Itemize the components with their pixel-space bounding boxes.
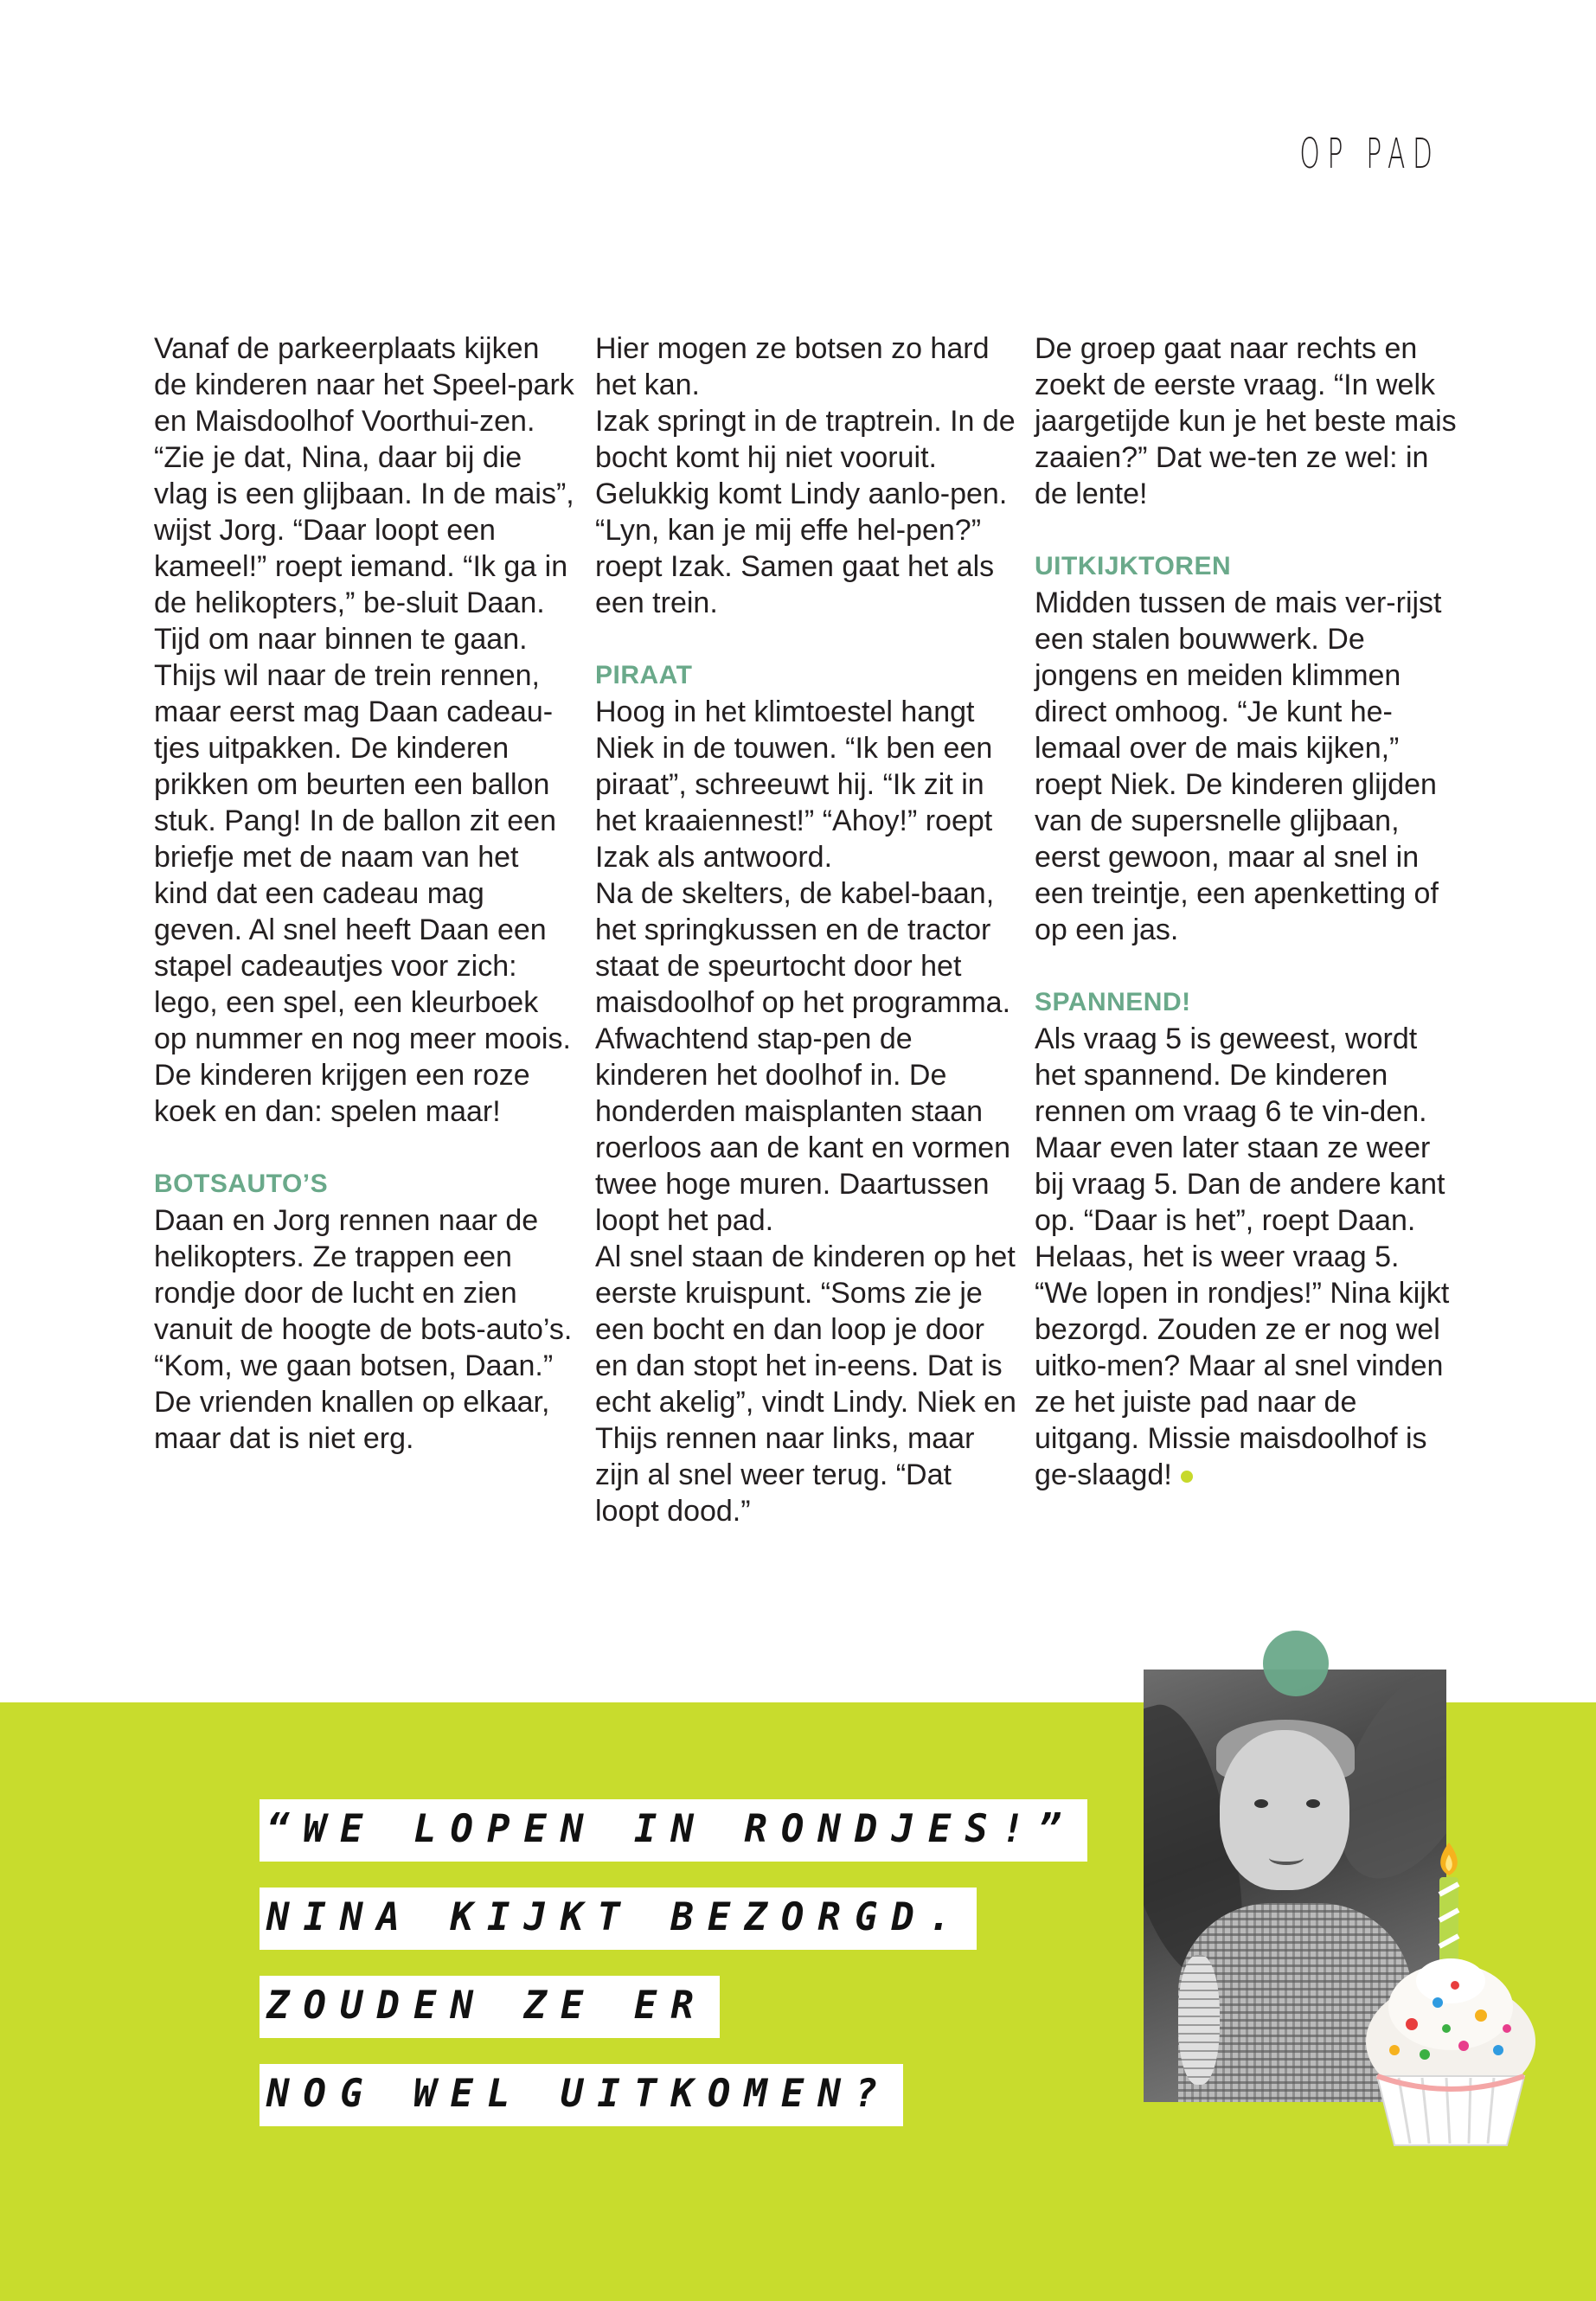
paragraph: Daan en Jorg rennen naar de helikopters. Ze trappen een rondje door de lucht en zien vanuit de hoogte de bots-auto’s. “Kom, we gaan botsen, Daan.” De vrienden knallen op elkaar, maar dat is niet erg. <box>154 1204 573 1455</box>
paragraph: De groep gaat naar rechts en zoekt de eerste vraag. “In welk jaargetijde kun je het beste mais zaaien?” Dat we-ten ze wel: in de lente! <box>1035 332 1457 510</box>
paragraph: Al snel staan de kinderen op het eerste kruispunt. “Soms zie je een bocht en dan loop je door en dan stopt het in-eens. Dat is echt akelig”, vindt Lindy. Niek en Thijs rennen naar links, maar zijn al snel weer terug. “Dat loopt dood.” <box>595 1240 1016 1528</box>
article-column-2 <box>595 330 1019 1529</box>
paragraph-final <box>1035 1021 1458 1493</box>
cupcake-icon <box>1360 1843 1542 2154</box>
corn-cob <box>1178 1955 1220 2085</box>
pull-quote-line: “WE LOPEN IN RONDJES!” <box>260 1799 1087 1862</box>
paragraph: Vanaf de parkeerplaats kijken de kinderen naar het Speel-park en Maisdoolhof Voorthui-zen. “Zie je dat, Nina, daar bij die vlag is een glijbaan. In de mais”, wijst Jorg. “Daar loopt een kameel!” roept iemand. “Ik ga in de helikopters,” be-sluit Daan. <box>154 332 574 619</box>
subheading-piraat: PIRAAT <box>595 661 693 689</box>
subheading-uitkijktoren: UITKIJKTOREN <box>1035 552 1232 580</box>
subheading-botsautos: BOTSAUTO’S <box>154 1170 329 1198</box>
subheading-spannend: SPANNEND! <box>1035 988 1191 1016</box>
paragraph: Izak springt in de traptrein. In de bocht komt hij niet vooruit. Gelukkig komt Lindy aanlo-pen. “Lyn, kan je mij effe hel-pen?” roept Izak. Samen gaat het als een trein. <box>595 405 1016 619</box>
dot-icon <box>1181 1471 1193 1483</box>
article-column-1 <box>154 330 578 1457</box>
pull-quote-line: NINA KIJKT BEZORGD. <box>260 1888 977 1950</box>
pull-quote-line: NOG WEL UITKOMEN? <box>260 2064 903 2126</box>
pull-quote <box>260 1799 1087 2152</box>
paragraph: Hoog in het klimtoestel hangt Niek in de touwen. “Ik ben een piraat”, schreeuwt hij. “Ik zit in het kraaiennest!” “Ahoy!” roept Izak als antwoord. <box>595 695 993 874</box>
paragraph: Hier mogen ze botsen zo hard het kan. <box>595 332 990 401</box>
circle-pin-icon <box>1263 1631 1329 1696</box>
paragraph: Tijd om naar binnen te gaan. Thijs wil naar de trein rennen, maar eerst mag Daan cadeau-tjes uitpakken. De kinderen prikken om beurten een ballon stuk. Pang! In de ballon zit een briefje met de naam van het kind dat een cadeau mag geven. Al snel heeft Daan een stapel cadeautjes voor zich: lego, een spel, een kleurboek op nummer en nog meer moois. De kinderen krijgen een roze koek en dan: spelen maar! <box>154 623 571 1128</box>
section-label: OP PAD <box>1299 130 1440 178</box>
paragraph: Midden tussen de mais ver-rijst een stalen bouwwerk. De jongens en meiden klimmen direct omhoog. “Je kunt he-lemaal over de mais kijken,” roept Niek. De kinderen glijden van de supersnelle glijbaan, eerst gewoon, maar al snel in een treintje, een apenketting of op een jas. <box>1035 586 1442 946</box>
article-column-3 <box>1035 330 1458 1493</box>
paragraph-final-text: Als vraag 5 is geweest, wordt het spannend. De kinderen rennen om vraag 6 te vin-den. Maar even later staan ze weer bij vraag 5. Dan de andere kant op. “Daar is het”, roept Daan. Helaas, het is weer vraag 5. “We lopen in rondjes!” Nina kijkt bezorgd. Zouden ze er nog wel uitko-men? Maar al snel vinden ze het juiste pad naar de uitgang. Missie maisdoolhof is ge-slaagd! <box>1035 1022 1450 1491</box>
pull-quote-line: ZOUDEN ZE ER <box>260 1976 720 2038</box>
paragraph: Na de skelters, de kabel-baan, het springkussen en de tractor staat de speurtocht door het maisdoolhof op het programma. Afwachtend stap-pen de kinderen het doolhof in. De honderden maisplanten staan roerloos aan de kant en vormen twee hoge muren. Daartussen loopt het pad. <box>595 877 1011 1237</box>
